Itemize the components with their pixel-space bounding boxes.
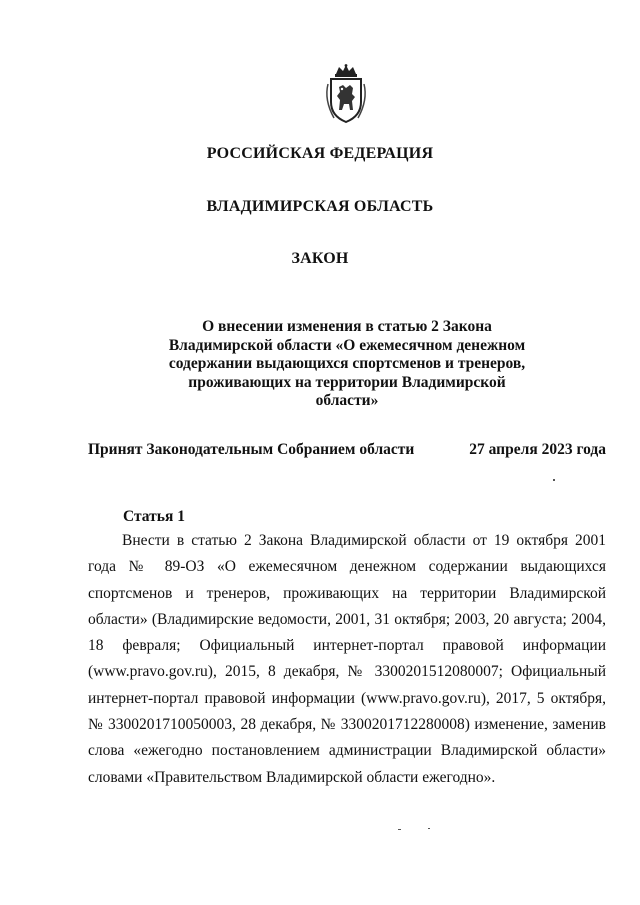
article-heading: Статья 1 (123, 508, 185, 525)
scan-speck (428, 828, 430, 829)
coat-of-arms-icon (322, 64, 370, 126)
country-heading: РОССИЙСКАЯ ФЕДЕРАЦИЯ (206, 145, 434, 162)
adoption-date: 27 апреля 2023 года (469, 441, 606, 458)
adopted-by-text: Принят Законодательным Собранием области (88, 441, 415, 458)
document-type-heading: ЗАКОН (291, 250, 349, 267)
law-title: О внесении изменения в статью 2 Закона Владимирской области «О ежемесячном денежном содержании выдающихся спортсменов и тренеров, проживающих на территории Владимирской области» (168, 318, 526, 409)
article-body-text: Внести в статью 2 Закона Владимирской области от 19 октября 2001 года № 89-ОЗ «О ежемесячном денежном содержании выдающихся спортсменов и тренеров, проживающих на территории Владимирской области» (Владимирские ведомости, 2001, 31 октября; 2003, 20 августа; 2004, 18 февраля; Официальный интернет-портал правовой информации (www.pravo.gov.ru), 2015, 8 декабря, № 3300201512080007; Официальный интернет-портал правовой информации (www.pravo.gov.ru), 2017, 5 октября, № 3300201710050003, 28 декабря, № 3300201712280008) изменение, заменив слова «ежегодно постановлением администрации Владимирской области» словами «Правительством Владимирской области ежегодно». (88, 532, 606, 786)
scan-speck (398, 829, 401, 830)
region-heading: ВЛАДИМИРСКАЯ ОБЛАСТЬ (206, 198, 434, 215)
scan-speck (553, 479, 555, 481)
